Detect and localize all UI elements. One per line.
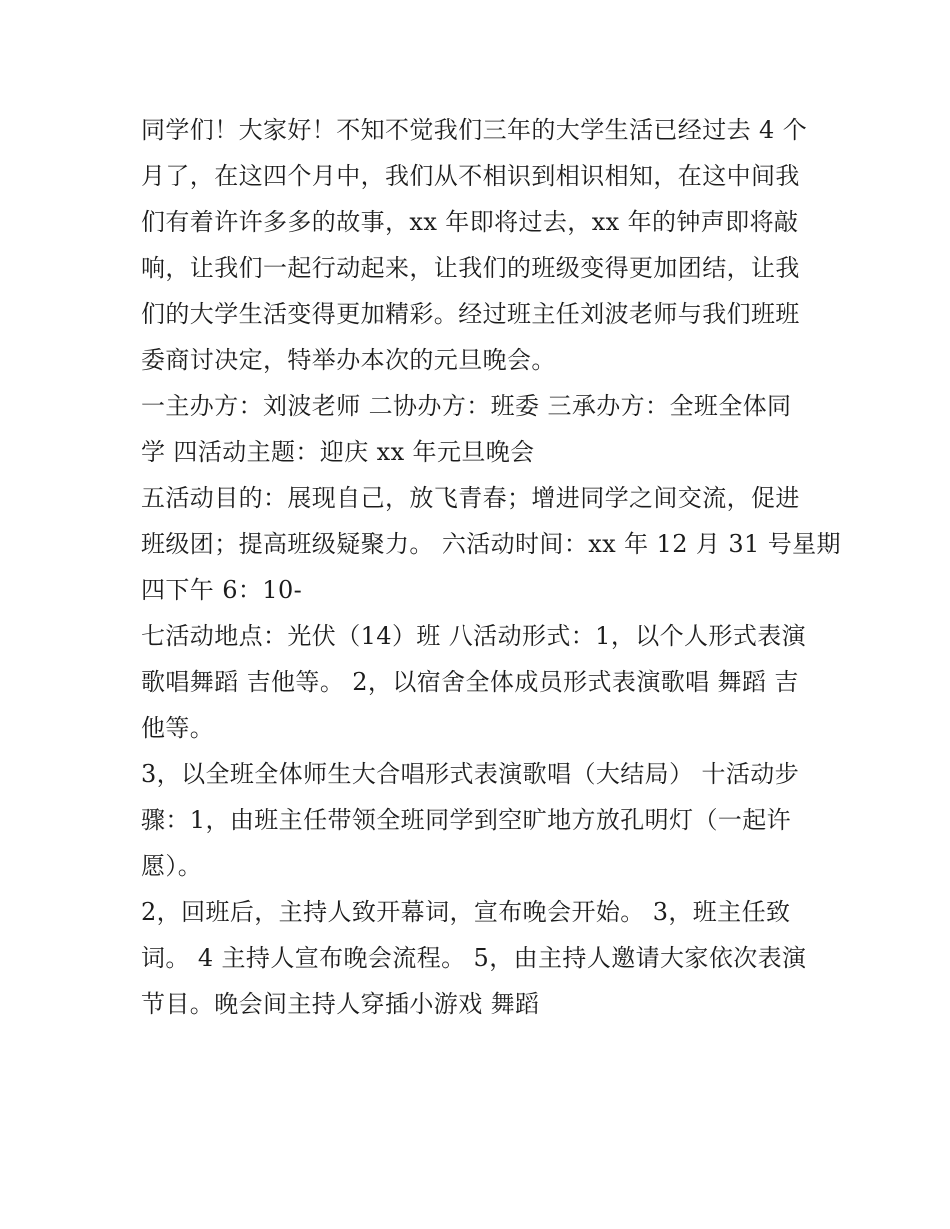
document-body xyxy=(141,107,841,1027)
text-line: 七活动地点：光伏（14）班 八活动形式：1，以个人形式表演 xyxy=(141,622,807,650)
text-line: 节目。晚会间主持人穿插小游戏 舞蹈 xyxy=(141,990,540,1018)
text-line: 愿）。 xyxy=(141,852,203,880)
text-line: 们有着许许多多的故事，xx 年即将过去，xx 年的钟声即将敲 xyxy=(141,208,799,236)
text-line: 们的大学生活变得更加精彩。经过班主任刘波老师与我们班班 xyxy=(141,300,800,328)
text-line: 五活动目的：展现自己，放飞青春；增进同学之间交流，促进 xyxy=(141,484,800,512)
text-line: 2，回班后，主持人致开幕词，宣布晚会开始。 3，班主任致 xyxy=(141,898,791,926)
text-line: 歌唱舞蹈 吉他等。 2，以宿舍全体成员形式表演歌唱 舞蹈 吉 xyxy=(141,668,799,696)
text-line: 响，让我们一起行动起来，让我们的班级变得更加团结，让我 xyxy=(141,254,800,282)
text-line: 骤：1，由班主任带领全班同学到空旷地方放孔明灯（一起许 xyxy=(141,806,792,834)
text-line: 委商讨决定，特举办本次的元旦晚会。 xyxy=(141,346,556,374)
text-line: 同学们！大家好！不知不觉我们三年的大学生活已经过去 4 个 xyxy=(141,116,808,144)
text-line: 学 四活动主题：迎庆 xx 年元旦晚会 xyxy=(141,438,535,466)
text-line: 一主办方：刘波老师 二协办方：班委 三承办方：全班全体同 xyxy=(141,392,792,420)
text-line: 月了，在这四个月中，我们从不相识到相识相知，在这中间我 xyxy=(141,162,800,190)
text-line: 四下午 6：10- xyxy=(141,576,303,604)
text-line: 3，以全班全体师生大合唱形式表演歌唱（大结局） 十活动步 xyxy=(141,760,800,788)
text-line: 班级团；提高班级疑聚力。 六活动时间：xx 年 12 月 31 号星期 xyxy=(141,530,841,558)
text-line: 他等。 xyxy=(141,714,215,742)
text-line: 词。 4 主持人宣布晚会流程。 5，由主持人邀请大家依次表演 xyxy=(141,944,807,972)
